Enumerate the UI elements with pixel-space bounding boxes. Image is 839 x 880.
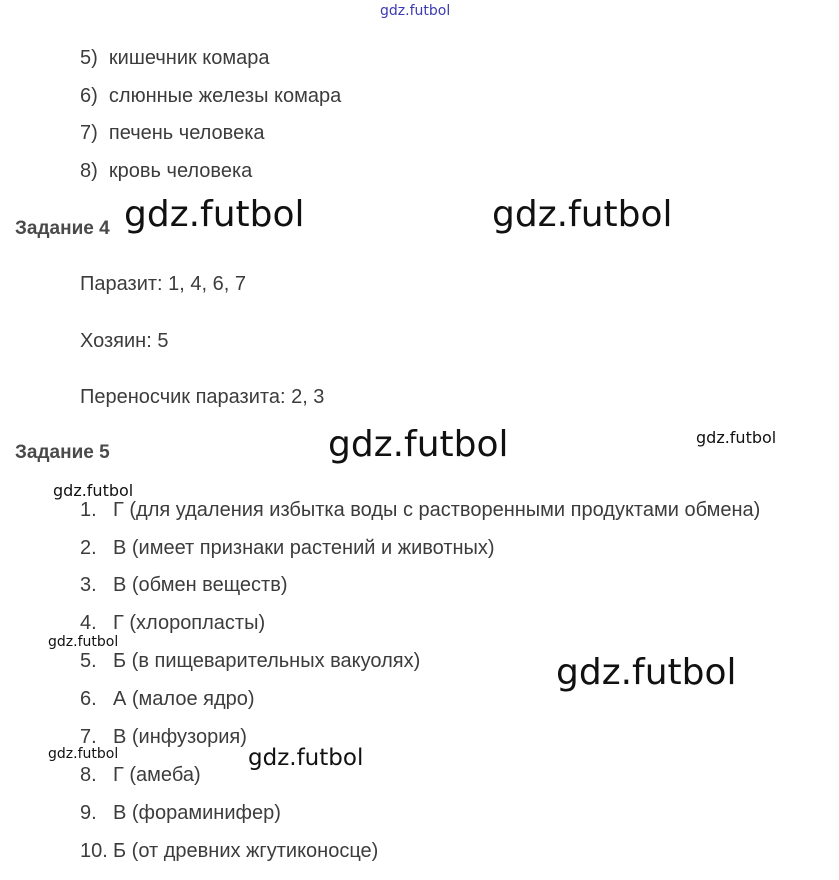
task4-heading: Задание 4 <box>15 218 110 239</box>
list-item <box>80 612 265 635</box>
list-item-text: В (имеет признаки растений и животных) <box>113 537 495 559</box>
list-item <box>80 160 252 183</box>
list-item <box>80 537 495 560</box>
watermark: gdz.futbol <box>248 745 364 771</box>
list-item <box>80 122 265 145</box>
list-item <box>80 650 420 673</box>
list-item-text: В (инфузория) <box>113 726 247 748</box>
list-item-number: 8. <box>80 764 97 786</box>
list-item-number: 9. <box>80 802 97 824</box>
list-item <box>80 574 288 597</box>
list-item-text: кровь человека <box>108 160 253 182</box>
list-item-number: 1. <box>80 499 97 521</box>
task4-line-host: Хозяин: 5 <box>80 330 169 352</box>
list-item-text: слюнные железы комара <box>108 85 342 107</box>
watermark: gdz.futbol <box>48 634 119 650</box>
watermark: gdz.futbol <box>492 194 673 235</box>
list-item-number: 8) <box>80 160 98 182</box>
list-item-number: 3. <box>80 574 97 596</box>
list-item-number: 4. <box>80 612 97 634</box>
list-item <box>80 764 201 787</box>
list-item-number: 10. <box>80 840 108 862</box>
list-item-number: 5. <box>80 650 97 672</box>
list-item <box>80 688 255 711</box>
list-item-text: В (фораминифер) <box>113 802 281 824</box>
list-item-number: 7. <box>80 726 97 748</box>
watermark: gdz.futbol <box>328 424 509 465</box>
list-item <box>80 499 760 522</box>
list-item-number: 2. <box>80 537 97 559</box>
list-item-text: Б (в пищеварительных вакуолях) <box>113 650 421 672</box>
watermark: gdz.futbol <box>48 746 119 762</box>
watermark: gdz.futbol <box>556 652 737 693</box>
watermark: gdz.futbol <box>124 194 305 235</box>
list-item-text: печень человека <box>108 122 265 144</box>
watermark-top: gdz.futbol <box>380 3 451 19</box>
list-item-text: Г (для удаления избытка воды с растворенными продуктами обмена) <box>113 499 761 521</box>
list-item <box>80 85 341 108</box>
list-item-text: Г (амеба) <box>113 764 201 786</box>
list-item-number: 5) <box>80 47 98 69</box>
list-item-text: Б (от древних жгутиконосце) <box>113 840 379 862</box>
task5-heading: Задание 5 <box>15 442 110 463</box>
list-item <box>80 802 281 825</box>
watermark: gdz.futbol <box>696 428 777 447</box>
list-item-text: А (малое ядро) <box>113 688 255 710</box>
list-item-number: 6. <box>80 688 97 710</box>
list-item-text: В (обмен веществ) <box>113 574 288 596</box>
task4-line-vector: Переносчик паразита: 2, 3 <box>80 386 325 408</box>
list-item <box>80 47 270 70</box>
watermark: gdz.futbol <box>53 481 134 500</box>
list-item-number: 6) <box>80 85 98 107</box>
list-item-text: Г (хлоропласты) <box>113 612 266 634</box>
list-item-text: кишечник комара <box>108 47 270 69</box>
task4-line-parasite: Паразит: 1, 4, 6, 7 <box>80 273 246 295</box>
list-item <box>80 840 378 863</box>
list-item-number: 7) <box>80 122 98 144</box>
